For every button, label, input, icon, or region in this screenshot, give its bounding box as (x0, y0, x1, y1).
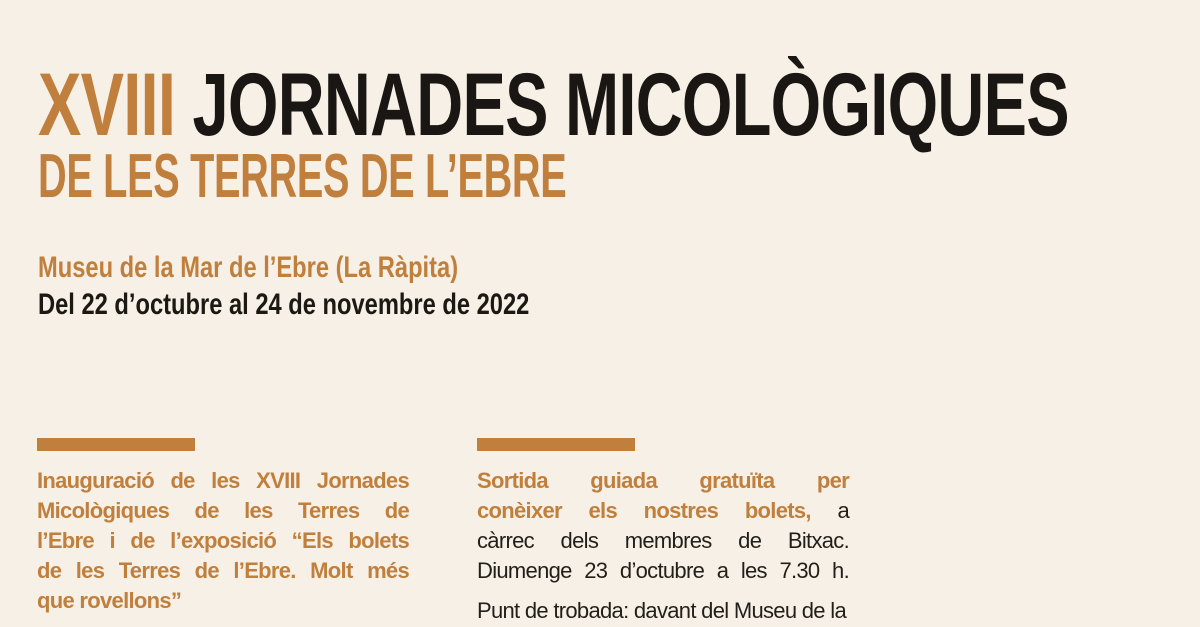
main-title-text: JORNADES MICOLÒGIQUES (192, 54, 1069, 154)
text-line: Sortida guiada gratuïta per (477, 468, 849, 493)
section-divider-bar-right (477, 438, 635, 451)
meeting-point-line: Punt de trobada: davant del Museu de la (477, 598, 846, 623)
main-title-subline: DE LES TERRES DE L’EBRE (38, 142, 567, 211)
edition-roman-numeral: XVIII (38, 54, 176, 154)
highlight-text: conèixer els nostres bolets, (477, 498, 811, 523)
guided-walk-section (477, 466, 849, 626)
text-line: càrrec dels membres de Bitxac. (477, 528, 849, 553)
venue-line: Museu de la Mar de l’Ebre (La Ràpita) (38, 251, 459, 284)
text-line: Inauguració de les XVIII Jornades (37, 468, 409, 493)
text-line: de les Terres de l’Ebre. Molt més (37, 558, 409, 583)
inauguration-section (37, 466, 409, 616)
plain-text: a (837, 498, 849, 523)
text-line (477, 496, 849, 526)
text-line: que rovellons” (37, 588, 182, 613)
text-line: Diumenge 23 d’octubre a les 7.30 h. (477, 558, 849, 583)
date-range-line: Del 22 d’octubre al 24 de novembre de 2022 (38, 288, 530, 321)
text-line: l’Ebre i de l’exposició “Els bolets (37, 528, 409, 553)
main-title (38, 54, 1069, 154)
section-divider-bar-left (37, 438, 195, 451)
text-line: Micològiques de les Terres de (37, 498, 409, 523)
